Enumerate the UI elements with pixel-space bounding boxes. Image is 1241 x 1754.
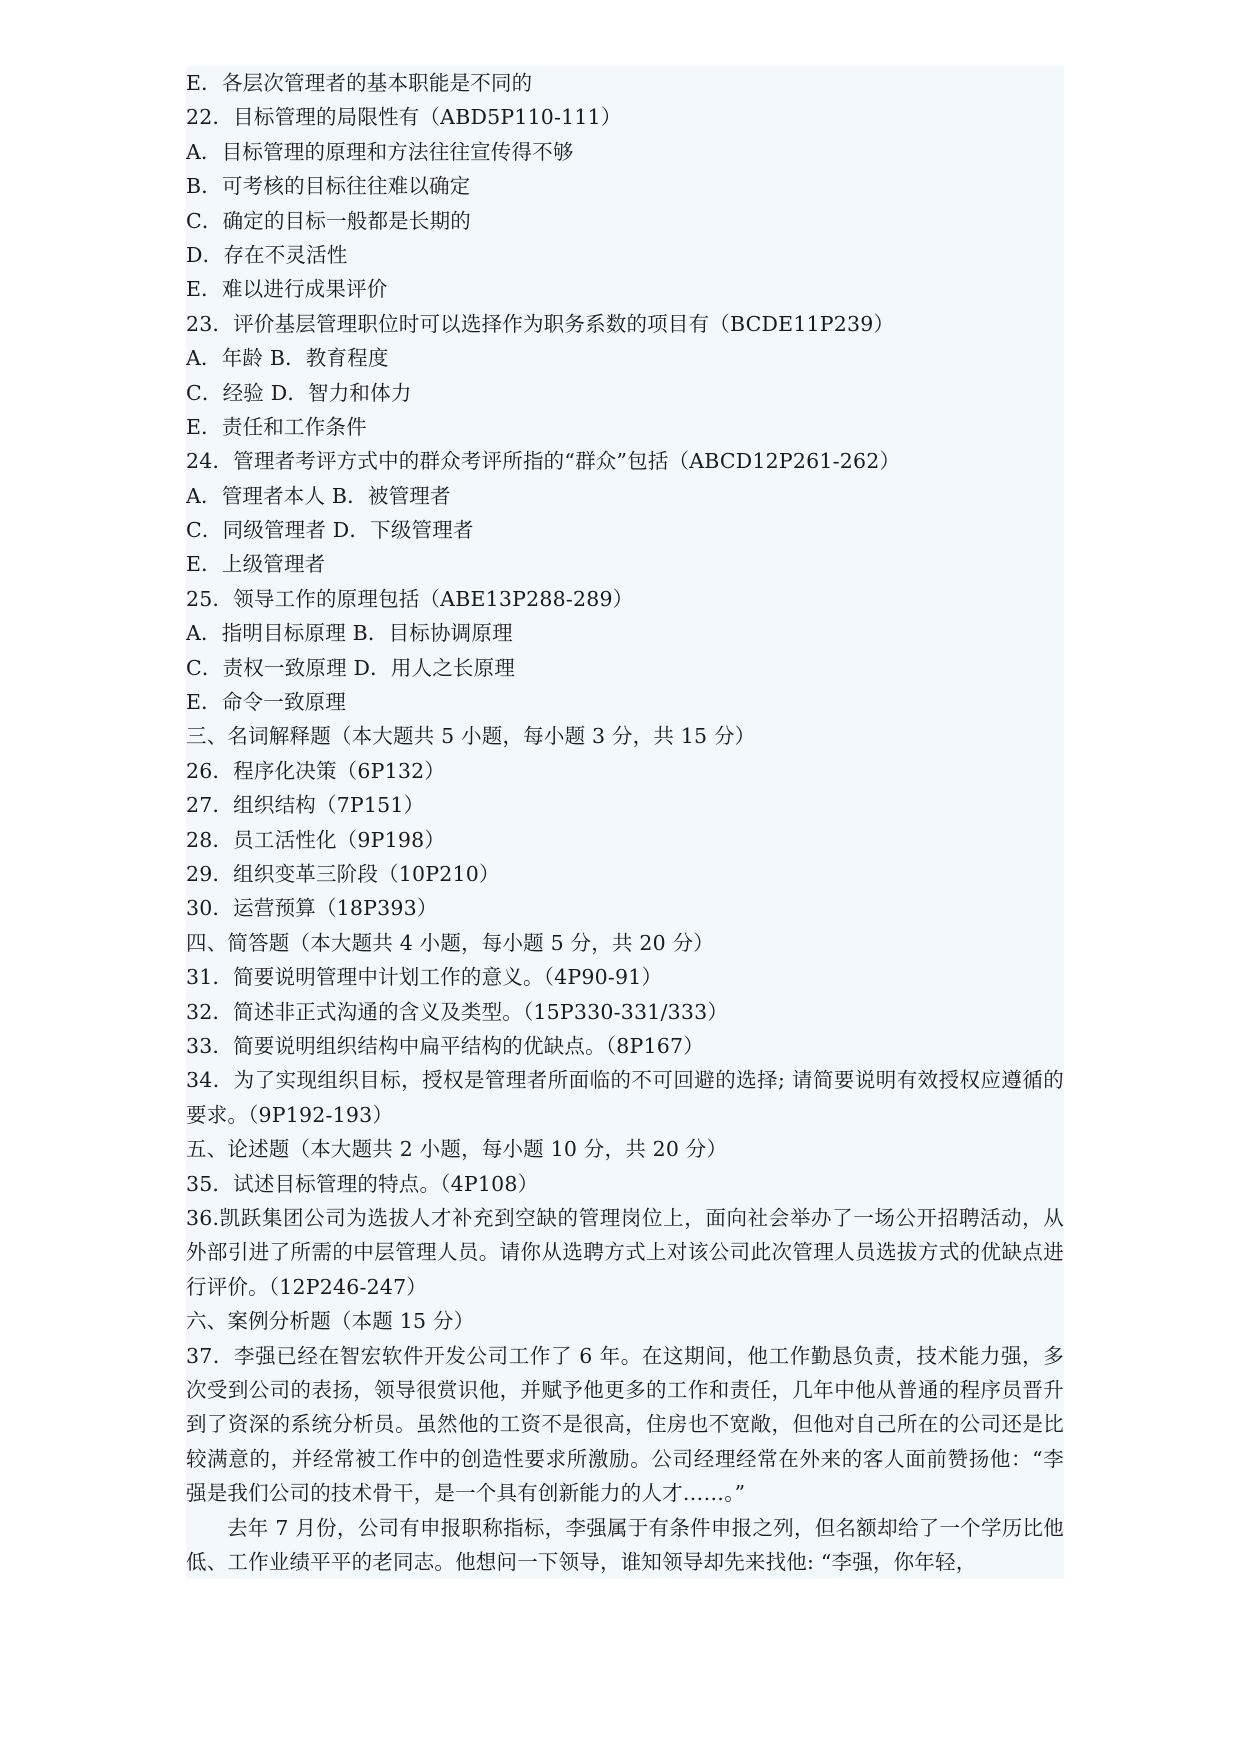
question-30: 30．运营预算（18P393）	[186, 896, 438, 921]
question-31: 31．简要说明管理中计划工作的意义。（4P90-91）	[186, 965, 663, 990]
option-d-q22: D．存在不灵活性	[186, 242, 348, 267]
question-37-paragraph-2: 去年 7 月份，公司有申报职称指标，李强属于有条件申报之列，但名额却给了一个学历比他低、工作业绩平平的老同志。他想问一下领导，谁知领导却先来找他: “李强，你年轻，	[186, 1515, 1064, 1574]
question-29: 29．组织变革三阶段（10P210）	[186, 861, 500, 886]
question-23: 23．评价基层管理职位时可以选择作为职务系数的项目有（BCDE11P239）	[186, 311, 895, 336]
question-37-paragraph-1: 37．李强已经在智宏软件开发公司工作了 6 年。在这期间，他工作勤恳负责，技术能力强，多次受到公司的表扬，领导很赏识他，并赋予他更多的工作和责任，几年中他从普通的程序员晋升到了资深的系统分析员。虽然他的工资不是很高，住房也不宽敞，但他对自己所在的公司还是比较满意的，并经常被工作中的创造性要求所激励。公司经理经常在外来的客人面前赞扬他：“李强是我们公司的技术骨干，是一个具有创新能力的人才……。”	[186, 1343, 1064, 1506]
options-ab-q23: A．年龄 B．教育程度	[186, 346, 389, 371]
question-27: 27．组织结构（7P151）	[186, 793, 425, 818]
question-33: 33．简要说明组织结构中扁平结构的优缺点。（8P167）	[186, 1033, 704, 1058]
option-e-q21: E．各层次管理者的基本职能是不同的	[186, 71, 533, 95]
option-e-q24: E．上级管理者	[186, 552, 326, 577]
options-cd-q24: C．同级管理者 D．下级管理者	[186, 518, 474, 543]
section-5-heading: 五、论述题（本大题共 2 小题，每小题 10 分，共 20 分）	[186, 1137, 728, 1162]
option-e-q22: E．难以进行成果评价	[186, 277, 388, 302]
question-26: 26．程序化决策（6P132）	[186, 758, 446, 783]
options-cd-q25: C．责权一致原理 D．用人之长原理	[186, 655, 516, 680]
question-25: 25．领导工作的原理包括（ABE13P288-289）	[186, 586, 634, 611]
option-e-q25: E．命令一致原理	[186, 690, 347, 715]
option-c-q22: C．确定的目标一般都是长期的	[186, 208, 471, 233]
section-6-heading: 六、案例分析题（本题 15 分）	[186, 1309, 475, 1334]
question-32: 32．简述非正式沟通的含义及类型。（15P330-331/333）	[186, 999, 729, 1024]
option-e-q23: E．责任和工作条件	[186, 414, 367, 439]
question-35: 35．试述目标管理的特点。（4P108）	[186, 1171, 539, 1196]
document-text	[186, 66, 1064, 1579]
option-b-q22: B．可考核的目标往往难以确定	[186, 174, 471, 199]
option-a-q22: A．目标管理的原理和方法往往宣传得不够	[186, 139, 574, 164]
options-ab-q25: A．指明目标原理 B．目标协调原理	[186, 621, 513, 646]
question-36: 36.凯跃集团公司为选拔人才补充到空缺的管理岗位上，面向社会举办了一场公开招聘活动，从外部引进了所需的中层管理人员。请你从选聘方式上对该公司此次管理人员选拔方式的优缺点进行评价。（12P246-247）	[186, 1205, 1064, 1299]
section-4-heading: 四、简答题（本大题共 4 小题，每小题 5 分，共 20 分）	[186, 930, 714, 955]
question-22: 22．目标管理的局限性有（ABD5P110-111）	[186, 105, 622, 130]
options-cd-q23: C．经验 D．智力和体力	[186, 380, 412, 405]
question-24: 24．管理者考评方式中的群众考评所指的“群众”包括（ABCD12P261-262）	[186, 449, 901, 474]
section-3-heading: 三、名词解释题（本大题共 5 小题，每小题 3 分，共 15 分）	[186, 724, 756, 749]
question-34: 34．为了实现组织目标，授权是管理者所面临的不可回避的选择; 请简要说明有效授权应遵循的要求。（9P192-193）	[186, 1068, 1064, 1127]
question-28: 28．员工活性化（9P198）	[186, 827, 446, 852]
options-ab-q24: A．管理者本人 B．被管理者	[186, 483, 451, 508]
